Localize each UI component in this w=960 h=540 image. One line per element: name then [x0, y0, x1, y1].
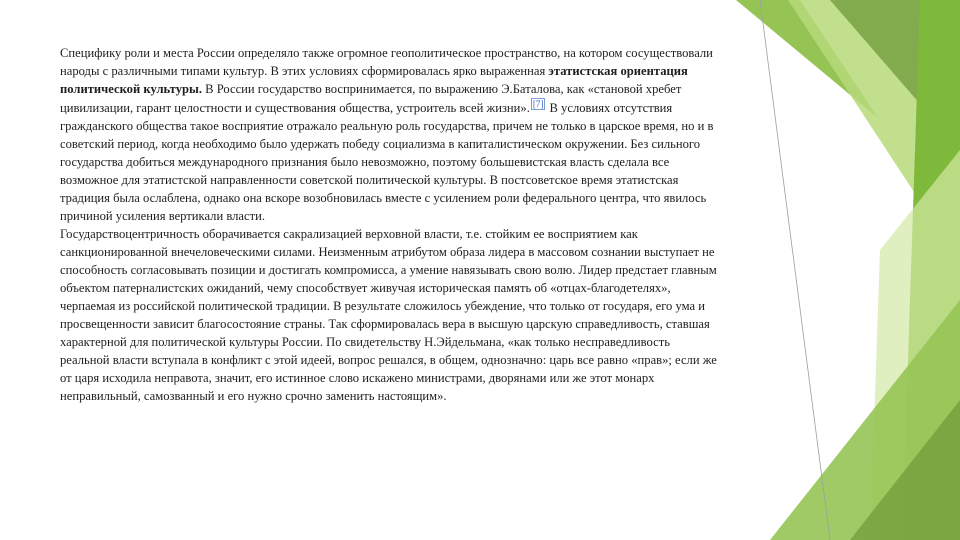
paragraph-1-bold-term: этатистская ориентация политической культуры.	[60, 64, 688, 96]
paragraph-1-quote: В России государство воспринимается, по выражению Э.Баталова, как «становой хребет цивилизации, гарант целостности и существования общества, устроитель всей жизни».	[60, 82, 682, 116]
footnote-link[interactable]: [7]	[532, 99, 544, 109]
paragraph-1	[60, 44, 722, 225]
decor-diagonal-line	[760, 0, 830, 540]
paragraph-2: Государствоцентричность оборачивается сакрализацией верховной власти, т.е. стойким ее восприятием как санкционированной внечеловеческими силами. Неизменным атрибутом образа лидера в массовом сознании выступает не способность согласовывать позиции и достигать компромисса, а умение навязывать свою волю. Лидер предстает главным объектом патерналистских ожиданий, чему способствует живучая историческая память об «отцах-благодетелях», черпаемая из российской политической традиции. В результате сложилось убеждение, что только от государя, его ума и просвещенности зависит благосостояние страны. Так сформировалась вера в высшую царскую справедливость, ставшая характерной для политической культуры России. По свидетельству Н.Эйдельмана, «как только несправедливость реальной власти вступала в конфликт с этой идеей, вопрос решался, в общем, однозначно: царь все равно «прав»; если же от царя исходила неправота, значит, его истинное слово искажено министрами, дворянами или же этот монарх неправильный, самозванный и его нужно срочно заменить настоящим».	[60, 227, 717, 404]
main-text	[60, 44, 722, 405]
paragraph-1-rest: В условиях отсутствия гражданского общества такое восприятие отражало реальную роль государства, причем не только в царское время, но и в советский период, когда необходимо было удержать победу социализма в капиталистическом окружении. Без сильного государства добиться международного признания было невозможно, поэтому большевистская власть сделала все возможное для этатистской направленности советской политической культуры. В постсоветское время этатистская традиция была ослаблена, однако она вскоре возобновилась вместе с усилением роли федерального центра, что явилось причиной усиления вертикали власти.	[60, 101, 714, 224]
paragraph-1-intro: Специфику роли и места России определяло также огромное геополитическое пространство, на котором сосуществовали народы с различными типами культур. В этих условиях сформировалась ярко выраженная	[60, 46, 713, 78]
